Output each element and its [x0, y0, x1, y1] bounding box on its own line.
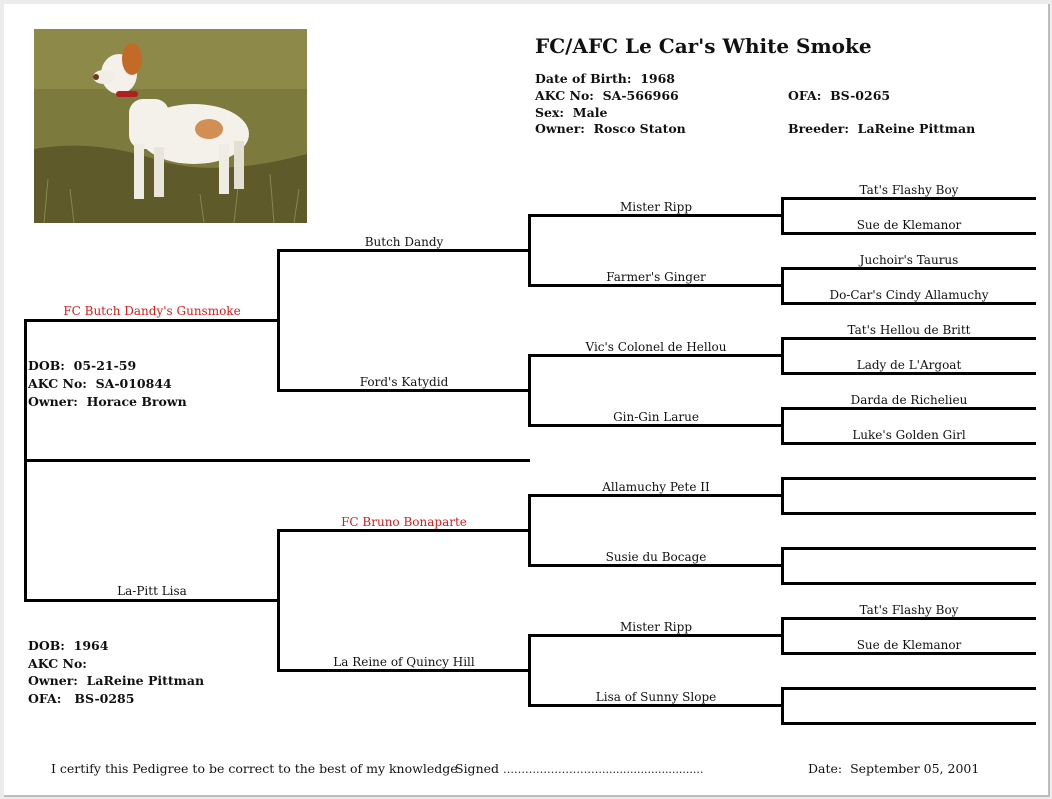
dam-owner-value: LaReine Pittman	[86, 673, 205, 688]
great-grandparent-name: Mister Ripp	[620, 200, 692, 214]
ggg-name: Tat's Flashy Boy	[859, 603, 959, 617]
tree-line	[781, 197, 784, 234]
dam-dob	[28, 638, 108, 653]
signed-dots: ……………………….............................	[503, 763, 704, 776]
tree-line	[781, 547, 1036, 550]
akc-value: SA-566966	[602, 88, 679, 103]
dog-breeder	[788, 121, 975, 136]
tree-line	[781, 617, 784, 654]
dog-dob	[535, 71, 675, 86]
great-grandparent-name: Susie du Bocage	[605, 550, 707, 564]
grandparent-name: Ford's Katydid	[359, 375, 449, 389]
dam-name: La-Pitt Lisa	[117, 584, 187, 598]
akc-label: AKC No:	[535, 88, 594, 103]
ggg-name: Tat's Hellou de Britt	[847, 323, 971, 337]
tree-line	[528, 424, 783, 427]
tree-line	[528, 704, 783, 707]
tree-line	[528, 214, 783, 217]
ofa-label: OFA:	[788, 88, 822, 103]
ggg-name: Luke's Golden Girl	[852, 428, 966, 442]
tree-line	[528, 284, 783, 287]
signed-label: Signed	[455, 761, 500, 776]
sire-owner	[28, 394, 187, 409]
dog-owner	[535, 121, 686, 136]
tree-line	[781, 337, 784, 374]
great-grandparent-name: Lisa of Sunny Slope	[595, 690, 717, 704]
tree-line	[277, 249, 280, 392]
date-value: September 05, 2001	[850, 761, 980, 776]
dam-dob-label: DOB:	[28, 638, 65, 653]
sex-value: Male	[572, 105, 608, 120]
tree-line	[24, 599, 279, 602]
sire-akc-label: AKC No:	[28, 376, 87, 391]
dob-value: 1968	[640, 71, 675, 86]
owner-value: Rosco Staton	[593, 121, 686, 136]
tree-line	[781, 652, 1036, 655]
dam-akc-label: AKC No:	[28, 656, 87, 671]
grandparent-name: Butch Dandy	[364, 235, 444, 249]
tree-line	[781, 582, 1036, 585]
sire-owner-value: Horace Brown	[86, 394, 187, 409]
dog-photo	[34, 29, 307, 223]
dog-title: FC/AFC Le Car's White Smoke	[535, 34, 872, 58]
tree-line	[781, 547, 784, 584]
tree-line	[781, 407, 784, 444]
ggg-name: Sue de Klemanor	[856, 638, 962, 652]
sire-owner-label: Owner:	[28, 394, 78, 409]
dog-ofa	[788, 88, 890, 103]
tree-line	[528, 494, 531, 567]
dog-sex	[535, 105, 607, 120]
tree-line	[528, 634, 531, 707]
tree-line	[781, 687, 1036, 690]
ggg-name: Darda de Richelieu	[850, 393, 968, 407]
ggg-name: Sue de Klemanor	[856, 218, 962, 232]
ggg-name: Lady de L'Argoat	[856, 358, 962, 372]
tree-line	[781, 512, 1036, 515]
sex-label: Sex:	[535, 105, 565, 120]
tree-line	[528, 494, 783, 497]
dam-ofa-value: BS-0285	[74, 691, 135, 706]
certify-statement: I certify this Pedigree to be correct to the best of my knowledge	[51, 761, 458, 776]
ggg-name: Do-Car's Cindy Allamuchy	[829, 288, 989, 302]
dam-ofa	[28, 691, 134, 706]
tree-line	[528, 354, 783, 357]
signed-line	[455, 761, 703, 776]
tree-line	[277, 669, 530, 672]
tree-line	[277, 389, 530, 392]
pedigree-page	[4, 4, 1050, 797]
grandparent-name: La Reine of Quincy Hill	[333, 655, 475, 669]
tree-line	[781, 477, 1036, 480]
tree-line	[781, 302, 1036, 305]
dam-owner	[28, 673, 204, 688]
sire-dob	[28, 358, 136, 373]
ofa-value: BS-0265	[830, 88, 891, 103]
pedigree-date	[808, 761, 979, 776]
grandparent-name: FC Bruno Bonaparte	[341, 515, 467, 529]
great-grandparent-name: Mister Ripp	[620, 620, 692, 634]
dob-label: Date of Birth:	[535, 71, 632, 86]
sire-akc	[28, 376, 172, 391]
ggg-name: Juchoir's Taurus	[859, 253, 959, 267]
tree-line	[781, 337, 1036, 340]
tree-line	[528, 214, 531, 287]
dam-dob-value: 1964	[73, 638, 109, 653]
tree-line	[781, 267, 784, 304]
tree-line	[528, 564, 783, 567]
dam-owner-label: Owner:	[28, 673, 78, 688]
date-label: Date:	[808, 761, 843, 776]
great-grandparent-name: Gin-Gin Larue	[613, 410, 699, 424]
tree-line	[277, 529, 530, 532]
tree-line	[24, 319, 279, 322]
dam-ofa-label: OFA:	[28, 691, 62, 706]
tree-line	[528, 634, 783, 637]
tree-line	[528, 354, 531, 427]
dog-akc	[535, 88, 679, 103]
breeder-label: Breeder:	[788, 121, 849, 136]
tree-line	[781, 722, 1036, 725]
tree-line	[781, 372, 1036, 375]
great-grandparent-name: Vic's Colonel de Hellou	[585, 340, 727, 354]
sire-name: FC Butch Dandy's Gunsmoke	[63, 304, 241, 318]
tree-line	[781, 232, 1036, 235]
tree-line	[781, 407, 1036, 410]
tree-line	[24, 459, 530, 462]
owner-label: Owner:	[535, 121, 585, 136]
tree-line	[277, 249, 530, 252]
tree-line	[277, 529, 280, 672]
ggg-name: Tat's Flashy Boy	[859, 183, 959, 197]
tree-line	[781, 267, 1036, 270]
sire-akc-value: SA-010844	[95, 376, 172, 391]
tree-line	[781, 442, 1036, 445]
tree-line	[781, 197, 1036, 200]
dam-akc	[28, 656, 91, 671]
tree-line	[781, 477, 784, 514]
great-grandparent-name: Farmer's Ginger	[606, 270, 706, 284]
breeder-value: LaReine Pittman	[857, 121, 976, 136]
sire-dob-label: DOB:	[28, 358, 65, 373]
great-grandparent-name: Allamuchy Pete II	[602, 480, 710, 494]
tree-line	[781, 687, 784, 724]
tree-line	[781, 617, 1036, 620]
sire-dob-value: 05-21-59	[73, 358, 137, 373]
